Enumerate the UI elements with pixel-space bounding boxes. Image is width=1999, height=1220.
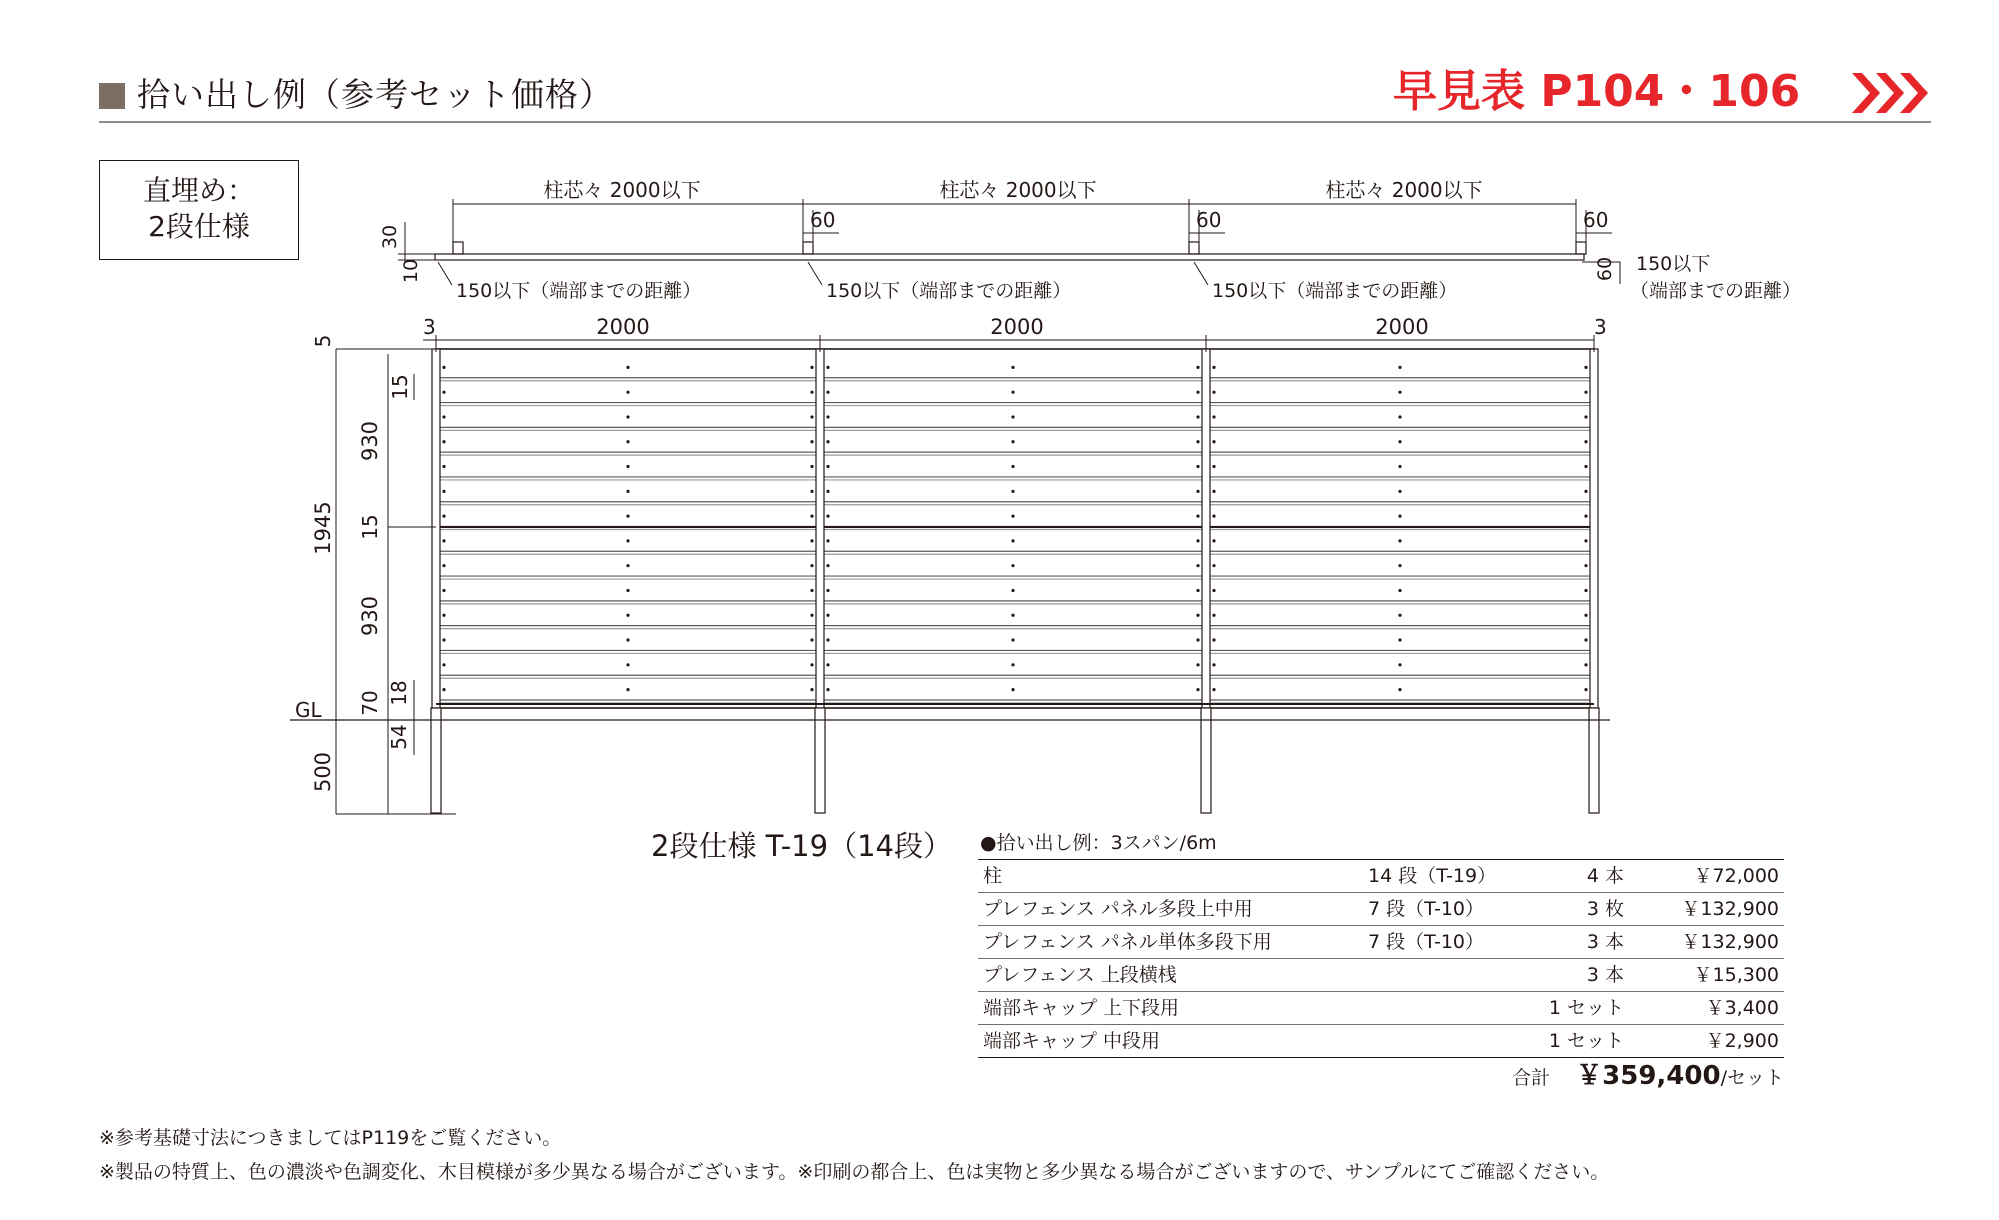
- screw-dot: [810, 515, 813, 518]
- screw-dot: [1212, 415, 1215, 418]
- part-price: ￥2,900: [1705, 1030, 1779, 1052]
- screw-dot: [626, 589, 629, 592]
- span-label-3: 柱芯々 2000以下: [1325, 178, 1483, 202]
- parts-table: [978, 859, 1784, 1058]
- screw-dot: [1398, 440, 1401, 443]
- part-spec: 14 段（T-19）: [1368, 865, 1497, 887]
- panel-width-label-1: 2000: [596, 315, 650, 339]
- total-label: 合計: [1512, 1067, 1551, 1089]
- top-rail: [435, 254, 1584, 260]
- part-name: 柱: [983, 865, 1003, 887]
- part-price: ￥72,000: [1693, 865, 1779, 887]
- part-price: ￥132,900: [1681, 898, 1779, 920]
- post-leg: [1589, 708, 1599, 813]
- middle-gap-label: 15: [358, 514, 382, 540]
- part-price: ￥132,900: [1681, 931, 1779, 953]
- screw-dot: [826, 564, 829, 567]
- screw-dot: [1584, 539, 1587, 542]
- screw-dot: [1196, 465, 1199, 468]
- screw-dot: [1584, 415, 1587, 418]
- screw-dot: [1584, 614, 1587, 617]
- screw-dot: [1212, 638, 1215, 641]
- right-end-label-line2: （端部までの距離）: [1630, 280, 1802, 302]
- screw-dot: [810, 663, 813, 666]
- part-qty: 3 本: [1586, 964, 1624, 986]
- post: [1202, 349, 1210, 708]
- rail-height-label: 30: [379, 224, 401, 250]
- screw-dot: [1196, 440, 1199, 443]
- screw-dot: [1398, 366, 1401, 369]
- screw-dot: [826, 663, 829, 666]
- right-end-label-line1: 150以下: [1636, 253, 1711, 275]
- screw-dot: [442, 515, 445, 518]
- embed-depth-label: 500: [311, 751, 335, 793]
- screw-dot: [1584, 688, 1587, 691]
- screw-dot: [1196, 688, 1199, 691]
- total-price: [1512, 1058, 1784, 1097]
- screw-dot: [1584, 465, 1587, 468]
- post: [1590, 349, 1598, 708]
- screw-dot: [1196, 589, 1199, 592]
- screw-dot: [826, 490, 829, 493]
- screw-dot: [626, 663, 629, 666]
- screw-dot: [1398, 490, 1401, 493]
- screw-dot: [826, 638, 829, 641]
- screw-dot: [442, 366, 445, 369]
- part-spec: 7 段（T-10）: [1368, 898, 1485, 920]
- screw-dot: [810, 465, 813, 468]
- footnote-foundation: ※参考基礎寸法につきましてはP119をご覧ください。: [99, 1127, 562, 1149]
- rail-gap-label: 10: [400, 258, 422, 284]
- part-qty: 1 セット: [1548, 997, 1624, 1019]
- screw-dot: [1398, 589, 1401, 592]
- part-name: 端部キャップ 上下段用: [983, 997, 1180, 1019]
- top-post: [803, 242, 813, 254]
- right-offset-label: 3: [1594, 315, 1607, 339]
- screw-dot: [810, 490, 813, 493]
- screw-dot: [626, 539, 629, 542]
- screw-dot: [1398, 663, 1401, 666]
- post-width-label-3: 60: [1583, 208, 1609, 232]
- footnote-color-disclaimer: ※製品の特質上、色の濃淡や色調変化、木目模様が多少異なる場合がございます。※印刷の都合上、色は実物と多少異なる場合がございますので、サンプルにてご確認ください。: [99, 1161, 1610, 1183]
- spec-line-install-type: 直埋め：: [142, 174, 255, 207]
- table-row: [978, 992, 1784, 1025]
- screw-dot: [1212, 539, 1215, 542]
- section-title: 拾い出し例（参考セット価格）: [137, 75, 613, 114]
- screw-dot: [1011, 638, 1014, 641]
- table-row: [978, 1025, 1784, 1058]
- total-unit: /セット: [1720, 1067, 1784, 1089]
- part-spec: 7 段（T-10）: [1368, 931, 1485, 953]
- part-name: プレフェンス パネル多段上中用: [983, 898, 1253, 920]
- screw-dot: [1212, 663, 1215, 666]
- screw-dot: [626, 465, 629, 468]
- screw-dot: [1584, 589, 1587, 592]
- screw-dot: [810, 564, 813, 567]
- top-post: [453, 242, 463, 254]
- screw-dot: [810, 614, 813, 617]
- part-price: ￥3,400: [1705, 997, 1779, 1019]
- screw-dot: [442, 589, 445, 592]
- screw-dot: [1212, 614, 1215, 617]
- screw-dot: [1196, 515, 1199, 518]
- screw-dot: [1212, 366, 1215, 369]
- screw-dot: [1212, 589, 1215, 592]
- screw-dot: [826, 440, 829, 443]
- screw-dot: [1398, 515, 1401, 518]
- screw-dot: [1398, 564, 1401, 567]
- screw-dot: [1398, 638, 1401, 641]
- screw-dot: [1584, 490, 1587, 493]
- screw-dot: [1212, 688, 1215, 691]
- screw-dot: [1196, 391, 1199, 394]
- post-leg: [815, 708, 825, 813]
- panel-width-label-3: 2000: [1375, 315, 1429, 339]
- post-width-label-2: 60: [1196, 208, 1222, 232]
- part-qty: 4 本: [1586, 865, 1624, 887]
- table-row: [978, 893, 1784, 926]
- left-offset-label: 3: [423, 315, 436, 339]
- quick-reference-link[interactable]: 早見表 P104・106: [1393, 66, 1801, 117]
- screw-dot: [826, 688, 829, 691]
- screw-dot: [826, 366, 829, 369]
- end-distance-leader: [808, 262, 822, 285]
- screw-dot: [1584, 366, 1587, 369]
- screw-dot: [442, 539, 445, 542]
- end-distance-leader: [1194, 262, 1208, 285]
- screw-dot: [1584, 515, 1587, 518]
- screw-dot: [1584, 663, 1587, 666]
- table-row: [978, 959, 1784, 992]
- screw-dot: [1212, 440, 1215, 443]
- ground-level-label: GL: [295, 698, 322, 722]
- screw-dot: [626, 638, 629, 641]
- screw-dot: [1196, 638, 1199, 641]
- screw-dot: [626, 614, 629, 617]
- screw-dot: [442, 440, 445, 443]
- above-ground-label: 70: [358, 690, 382, 716]
- screw-dot: [810, 415, 813, 418]
- end-distance-label-2: 150以下（端部までの距離）: [826, 280, 1072, 302]
- screw-dot: [1011, 688, 1014, 691]
- screw-dot: [1398, 465, 1401, 468]
- screw-dot: [1011, 465, 1014, 468]
- lower-height-label: 930: [358, 595, 382, 637]
- screw-dot: [1011, 564, 1014, 567]
- screw-dot: [810, 688, 813, 691]
- end-distance-leader: [438, 262, 452, 285]
- screw-dot: [1584, 440, 1587, 443]
- screw-dot: [626, 391, 629, 394]
- part-price: ￥15,300: [1693, 964, 1779, 986]
- screw-dot: [1196, 564, 1199, 567]
- screw-dot: [1584, 564, 1587, 567]
- figure-caption: 2段仕様 T-19（14段）: [651, 829, 952, 863]
- screw-dot: [442, 564, 445, 567]
- screw-dot: [1212, 490, 1215, 493]
- screw-dot: [826, 391, 829, 394]
- top-post: [1189, 242, 1199, 254]
- screw-dot: [826, 415, 829, 418]
- panel-width-label-2: 2000: [990, 315, 1044, 339]
- screw-dot: [810, 366, 813, 369]
- screw-dot: [442, 415, 445, 418]
- below-ground-gap-label: 54: [387, 724, 411, 750]
- screw-dot: [1196, 539, 1199, 542]
- screw-dot: [626, 688, 629, 691]
- post: [816, 349, 824, 708]
- bottom-rail-label: 18: [387, 680, 411, 706]
- screw-dot: [1011, 663, 1014, 666]
- screw-dot: [810, 589, 813, 592]
- screw-dot: [626, 366, 629, 369]
- screw-dot: [1398, 688, 1401, 691]
- screw-dot: [442, 663, 445, 666]
- screw-dot: [442, 465, 445, 468]
- part-name: 端部キャップ 中段用: [983, 1030, 1161, 1052]
- screw-dot: [1212, 515, 1215, 518]
- screw-dot: [826, 589, 829, 592]
- screw-dot: [826, 614, 829, 617]
- screw-dot: [826, 539, 829, 542]
- part-qty: 1 セット: [1548, 1030, 1624, 1052]
- screw-dot: [1011, 415, 1014, 418]
- screw-dot: [1196, 366, 1199, 369]
- screw-dot: [810, 391, 813, 394]
- upper-gap-label: 15: [388, 374, 412, 400]
- screw-dot: [1011, 391, 1014, 394]
- screw-dot: [1398, 391, 1401, 394]
- span-label-2: 柱芯々 2000以下: [939, 178, 1097, 202]
- screw-dot: [442, 614, 445, 617]
- screw-dot: [626, 515, 629, 518]
- screw-dot: [1398, 539, 1401, 542]
- part-qty: 3 枚: [1586, 898, 1624, 920]
- post: [432, 349, 440, 708]
- post-width-label-1: 60: [810, 208, 836, 232]
- screw-dot: [1011, 515, 1014, 518]
- screw-dot: [1196, 614, 1199, 617]
- screw-dot: [442, 638, 445, 641]
- screw-dot: [1212, 564, 1215, 567]
- screw-dot: [626, 415, 629, 418]
- screw-dot: [1011, 366, 1014, 369]
- part-name: プレフェンス パネル単体多段下用: [983, 931, 1272, 953]
- table-row: [978, 926, 1784, 959]
- span-label-1: 柱芯々 2000以下: [543, 178, 701, 202]
- screw-dot: [1398, 415, 1401, 418]
- screw-dot: [810, 638, 813, 641]
- screw-dot: [442, 391, 445, 394]
- part-name: プレフェンス 上段横桟: [983, 964, 1177, 986]
- top-view-plan: [435, 242, 1586, 260]
- spec-line-tier-type: 2段仕様: [148, 210, 250, 243]
- end-distance-label-3: 150以下（端部までの距離）: [1212, 280, 1458, 302]
- screw-dot: [1584, 391, 1587, 394]
- front-view-elevation: [290, 349, 1610, 813]
- screw-dot: [1196, 663, 1199, 666]
- screw-dot: [810, 440, 813, 443]
- total-amount: ￥359,400: [1576, 1061, 1721, 1091]
- screw-dot: [1011, 614, 1014, 617]
- screw-dot: [1011, 539, 1014, 542]
- top-gap-label: 5: [311, 334, 335, 348]
- right-post-label: 60: [1594, 256, 1616, 282]
- screw-dot: [442, 688, 445, 691]
- screw-dot: [1212, 391, 1215, 394]
- screw-dot: [1011, 440, 1014, 443]
- screw-dot: [626, 440, 629, 443]
- screw-dot: [1212, 465, 1215, 468]
- screw-dot: [810, 539, 813, 542]
- upper-height-label: 930: [358, 420, 382, 462]
- table-row: [978, 860, 1784, 893]
- parts-table-title: ●拾い出し例：3スパン/6m: [980, 832, 1217, 854]
- screw-dot: [1584, 638, 1587, 641]
- end-distance-label-1: 150以下（端部までの距離）: [456, 280, 702, 302]
- screw-dot: [1011, 490, 1014, 493]
- screw-dot: [442, 490, 445, 493]
- screw-dot: [626, 564, 629, 567]
- screw-dot: [1398, 614, 1401, 617]
- screw-dot: [626, 490, 629, 493]
- total-height-label: 1945: [311, 501, 335, 555]
- screw-dot: [1196, 490, 1199, 493]
- post-leg: [1201, 708, 1211, 813]
- screw-dot: [1196, 415, 1199, 418]
- post-leg: [431, 708, 441, 813]
- part-qty: 3 本: [1586, 931, 1624, 953]
- screw-dot: [826, 515, 829, 518]
- top-post: [1576, 242, 1586, 254]
- screw-dot: [826, 465, 829, 468]
- screw-dot: [1011, 589, 1014, 592]
